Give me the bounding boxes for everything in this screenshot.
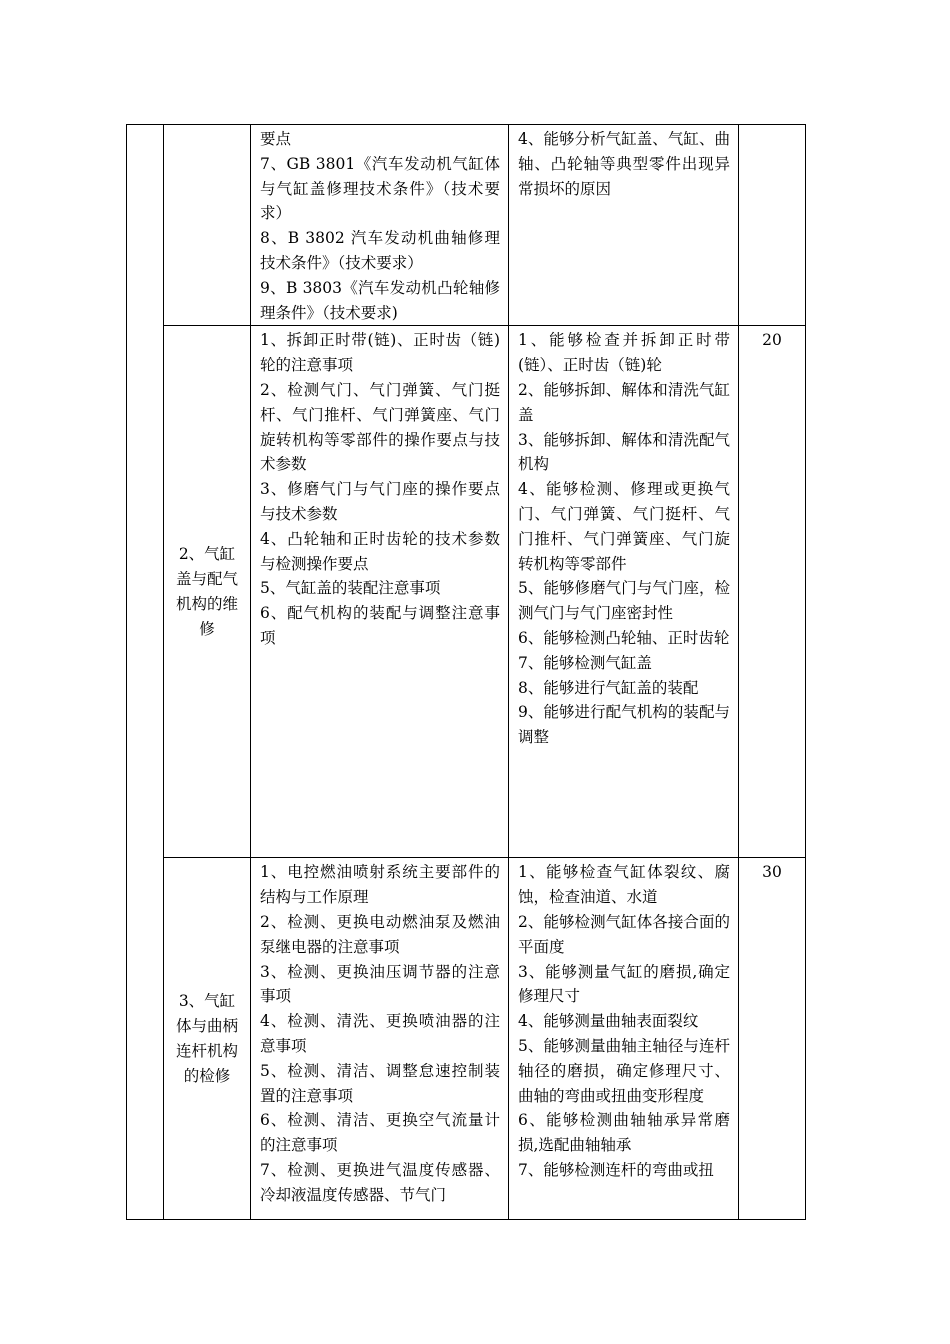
knowledge-item: 3、检测、更换油压调节器的注意事项 xyxy=(260,962,500,1006)
skill-item: 4、能够分析气缸盖、气缸、曲轴、凸轮轴等典型零件出现异常损坏的原因 xyxy=(518,130,730,198)
category-cell xyxy=(127,125,164,1220)
hours-cell xyxy=(739,125,806,326)
hours-cell: 20 xyxy=(739,326,806,858)
knowledge-item: 2、检测气门、气门弹簧、气门挺杆、气门推杆、气门弹簧座、气门旋转机构等零部件的操作要点与技术参数 xyxy=(260,380,500,474)
skill-item: 5、能够修磨气门与气门座，检测气门与气门座密封性 xyxy=(518,579,730,623)
skill-item: 3、能够拆卸、解体和清洗配气机构 xyxy=(518,430,730,474)
knowledge-item: 4、检测、清洗、更换喷油器的注意事项 xyxy=(260,1012,500,1055)
table-row xyxy=(127,125,806,326)
hours-cell: 30 xyxy=(739,858,806,1220)
knowledge-item: 6、配气机构的装配与调整注意事项 xyxy=(260,604,500,647)
knowledge-item: 7、检测、更换进气温度传感器、冷却液温度传感器、节气门 xyxy=(260,1160,500,1204)
knowledge-item: 5、检测、清洁、调整怠速控制装置的注意事项 xyxy=(260,1061,500,1105)
knowledge-item: 9、B 3803《汽车发动机凸轮轴修理条件》（技术要求) xyxy=(260,278,500,322)
skill-item: 3、能够测量气缸的磨损,确定修理尺寸 xyxy=(518,962,730,1006)
knowledge-item: 6、检测、清洁、更换空气流量计的注意事项 xyxy=(260,1111,500,1155)
knowledge-item: 2、检测、更换电动燃油泵及燃油泵继电器的注意事项 xyxy=(260,912,500,956)
module-cell xyxy=(164,125,251,326)
skill-item: 1、能够检查气缸体裂纹、腐蚀，检查油道、水道 xyxy=(518,863,730,907)
course-table xyxy=(126,124,806,1220)
knowledge-item: 1、拆卸正时带(链)、正时齿（链)轮的注意事项 xyxy=(260,331,500,375)
skill-item: 1、能够检查并拆卸正时带(链）、正时齿（链)轮 xyxy=(518,331,730,375)
knowledge-cell xyxy=(251,326,509,858)
skill-item: 9、能够进行配气机构的装配与调整 xyxy=(518,703,730,747)
knowledge-item: 1、电控燃油喷射系统主要部件的结构与工作原理 xyxy=(260,863,500,907)
module-cell: 3、气缸体与曲柄连杆机构的检修 xyxy=(164,858,251,1220)
knowledge-item: 3、修磨气门与气门座的操作要点与技术参数 xyxy=(260,480,500,523)
skill-cell xyxy=(509,125,739,326)
skill-item: 2、能够检测气缸体各接合面的平面度 xyxy=(518,912,730,956)
knowledge-item: 5、气缸盖的装配注意事项 xyxy=(260,579,441,598)
knowledge-cell xyxy=(251,858,509,1220)
knowledge-cell xyxy=(251,125,509,326)
knowledge-item: 8、B 3802 汽车发动机曲轴修理技术条件》（技术要求） xyxy=(260,229,500,272)
skill-item: 6、能够检测曲轴轴承异常磨损,选配曲轴轴承 xyxy=(518,1111,730,1155)
knowledge-item: 要点 xyxy=(260,130,292,148)
skill-item: 7、能够检测气缸盖 xyxy=(518,653,652,672)
skill-cell xyxy=(509,326,739,858)
knowledge-item: 7、GB 3801《汽车发动机气缸体与气缸盖修理技术条件》（技术要求） xyxy=(260,154,500,223)
knowledge-item: 4、凸轮轴和正时齿轮的技术参数与检测操作要点 xyxy=(260,529,500,573)
skill-item: 6、能够检测凸轮轴、正时齿轮 xyxy=(518,628,730,647)
skill-item: 4、能够测量曲轴表面裂纹 xyxy=(518,1012,699,1031)
table-row xyxy=(127,858,806,1220)
skill-item: 5、能够测量曲轴主轴径与连杆轴径的磨损，确定修理尺寸、曲轴的弯曲或扭曲变形程度 xyxy=(518,1036,730,1105)
skill-item: 2、能够拆卸、解体和清洗气缸盖 xyxy=(518,380,730,424)
module-cell: 2、气缸盖与配气机构的维修 xyxy=(164,326,251,858)
skill-item: 7、能够检测连杆的弯曲或扭 xyxy=(518,1160,714,1179)
skill-cell xyxy=(509,858,739,1220)
skill-item: 8、能够进行气缸盖的装配 xyxy=(518,678,699,697)
table-row xyxy=(127,326,806,858)
skill-item: 4、能够检测、修理或更换气门、气门弹簧、气门挺杆、气门推杆、气门弹簧座、气门旋转机构等零部件 xyxy=(518,480,730,573)
